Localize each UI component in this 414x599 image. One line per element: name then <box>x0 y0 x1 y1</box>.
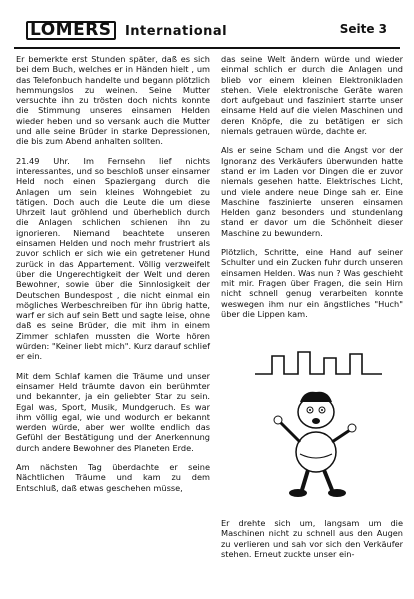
cartoon-illustration <box>250 344 390 504</box>
paragraph: Er drehte sich um, langsam um die Maschinen nicht zu schnell aus den Augen zu verlieren und sah vor sich den Verkäufer stehen. Erneut zuckte unser ein- <box>221 518 403 559</box>
logo-wordmark: LOMERS <box>26 21 116 40</box>
paragraph: Am nächsten Tag überdachte er seine Nächtlichen Träume und kam zu dem Entschluß, daß etwas geschehen müsse, <box>16 461 210 493</box>
page-header <box>12 8 402 42</box>
logo <box>26 20 227 40</box>
page-number: Seite 3 <box>339 22 387 36</box>
paragraph: Als er seine Scham und die Angst vor der Ignoranz des Verkäufers überwunden hatte stand er im Laden vor Dingen die er zuvor niemals gesehen hatte. Elektrisches Licht, und viele andere neue Dinge sah er. Eine Maschine faszinierte unseren einsamen Helden ganz besonders und stundenlang stand er davor um die Schönheit dieser Maschine zu bewundern. <box>221 145 403 238</box>
paragraph: Mit dem Schlaf kamen die Träume und unser einsamer Held träumte davon ein berühmter und bekannter, ja ein geliebter Star zu sein. Egal was, Sport, Musik, Mundgeruch. Es war ihm völlig egal, wie und wodurch er bekannt werden würde, aber wer wollte endlich das Gefühl der Bestätigung und der Anerkennung durch andere Bewohner des Planeten Erde. <box>16 370 210 453</box>
logo-suffix: International <box>124 24 228 39</box>
header-rule <box>14 47 400 49</box>
paragraph: Er bemerkte erst Stunden später, daß es sich bei dem Buch, welches er in Händen hielt , um das Telefonbuch handelte und begann plötzlich hemmungslos zu weinen. Seine Mutter versuchte ihn zu trösten doch nichts konnte die Stimmung unseres einsamen Helden wieder heben und so versank auch die Mutter und alle seine Brüder in starke Depressionen, die bis zum Abend anhalten sollten. <box>16 54 210 147</box>
right-column-bottom <box>221 518 403 559</box>
paragraph: 21.49 Uhr. Im Fernsehn lief nichts interessantes, und so beschloß unser einsamer Held noch einen Spaziergang durch die Anlagen um sein kleines Wohngebiet zu tätigen. Doch auch die Leute die um diese Uhrzeit laut gröhlend und überheblich durch die Anlagen schlichen schienen ihn zu ignorieren. Niemand beachtete unseren einsamen Helden und noch mehr frustriert als zuvor schlich er sich wie ein getretener Hund zurück in das Appartement. Völlig verzweifelt über die Ungerechtigkeit der Welt und deren Bewohner, sowie über die Sinnlosigkeit der Deutschen Bundespost , die nicht einmal ein mögliches Werbeschreiben für ihn übrig hatte, warf er sich auf sein Bett und sagte leise, ohne daß es seine Brüder, die mit ihm in einem Zimmer schlafen mussten die Worte hören würden: "Keiner liebt mich". Kurz darauf schlief er ein. <box>16 155 210 362</box>
paragraph: Plötzlich, Schritte, eine Hand auf seiner Schulter und ein Zucken fuhr durch unseren einsamen Helden. Was nun ? Was geschieht mit mir. Fragen über Fragen, die sein Hirn nicht schnell genug verarbeiten konnte weswegen ihm nur ein ängstliches "Huch" über die Lippen kam. <box>221 247 403 319</box>
left-column <box>16 54 210 502</box>
right-column <box>221 54 403 328</box>
paragraph: das seine Welt ändern würde und wieder einmal schlich er durch die Anlagen und blieb vor einem kleinen Elektronikladen stehen. Viele elektronische Geräte waren dort aufgebaut und fasziniert starrte unser einsame Held auf die vielen Maschinen und deren Knöpfe, die zu betätigen er sich niemals getrauen würde, dachte er. <box>221 54 403 137</box>
